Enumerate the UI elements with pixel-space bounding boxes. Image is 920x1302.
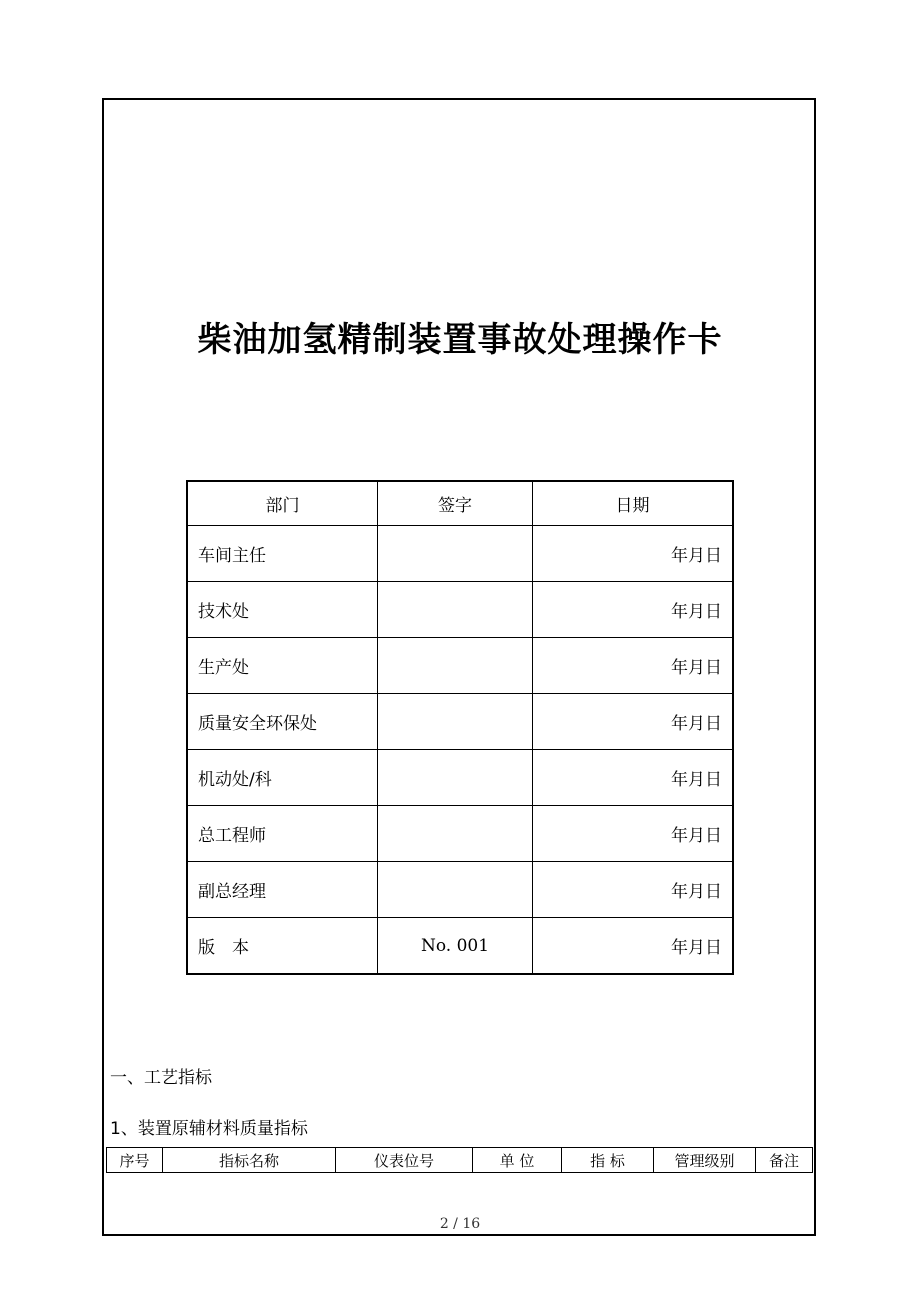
header-management-level: 管理级别 [654,1148,756,1173]
approval-row [187,638,733,694]
signature-cell [378,526,533,582]
signature-cell [378,694,533,750]
dept-cell: 生产处 [187,638,378,694]
header-unit: 单 位 [473,1148,562,1173]
header-department: 部门 [187,481,378,526]
dept-cell: 版 本 [187,918,378,975]
section-heading-process-indicators: 一、工艺指标 [110,1068,212,1088]
dept-cell: 技术处 [187,582,378,638]
approval-row [187,582,733,638]
date-cell: 年月日 [533,638,734,694]
header-indicator-name: 指标名称 [163,1148,336,1173]
section-heading-material-quality: 1、装置原辅材料质量指标 [110,1119,308,1139]
dept-cell: 总工程师 [187,806,378,862]
header-serial-number: 序号 [107,1148,163,1173]
date-cell: 年月日 [533,526,734,582]
page-indicator: 2 / 16 [439,1216,481,1232]
approval-table [186,480,734,975]
approval-header-row [187,481,733,526]
version-number-cell: No. 001 [378,918,533,975]
document-title: 柴油加氢精制装置事故处理操作卡 [197,320,723,360]
quality-header-row [107,1148,813,1173]
date-cell: 年月日 [533,582,734,638]
approval-row [187,694,733,750]
header-date: 日期 [533,481,734,526]
dept-cell: 车间主任 [187,526,378,582]
signature-cell [378,638,533,694]
signature-cell [378,582,533,638]
quality-indicator-table [106,1147,813,1173]
approval-row [187,526,733,582]
date-cell: 年月日 [533,862,734,918]
header-remarks: 备注 [756,1148,813,1173]
header-signature: 签字 [378,481,533,526]
signature-cell [378,750,533,806]
date-cell: 年月日 [533,694,734,750]
date-cell: 年月日 [533,918,734,975]
approval-row [187,862,733,918]
signature-cell [378,806,533,862]
header-indicator: 指 标 [562,1148,654,1173]
date-cell: 年月日 [533,750,734,806]
approval-row [187,806,733,862]
signature-cell [378,862,533,918]
date-cell: 年月日 [533,806,734,862]
approval-row [187,750,733,806]
dept-cell: 副总经理 [187,862,378,918]
approval-row-version [187,918,733,975]
dept-cell: 机动处/科 [187,750,378,806]
header-instrument-tag: 仪表位号 [336,1148,473,1173]
dept-cell: 质量安全环保处 [187,694,378,750]
